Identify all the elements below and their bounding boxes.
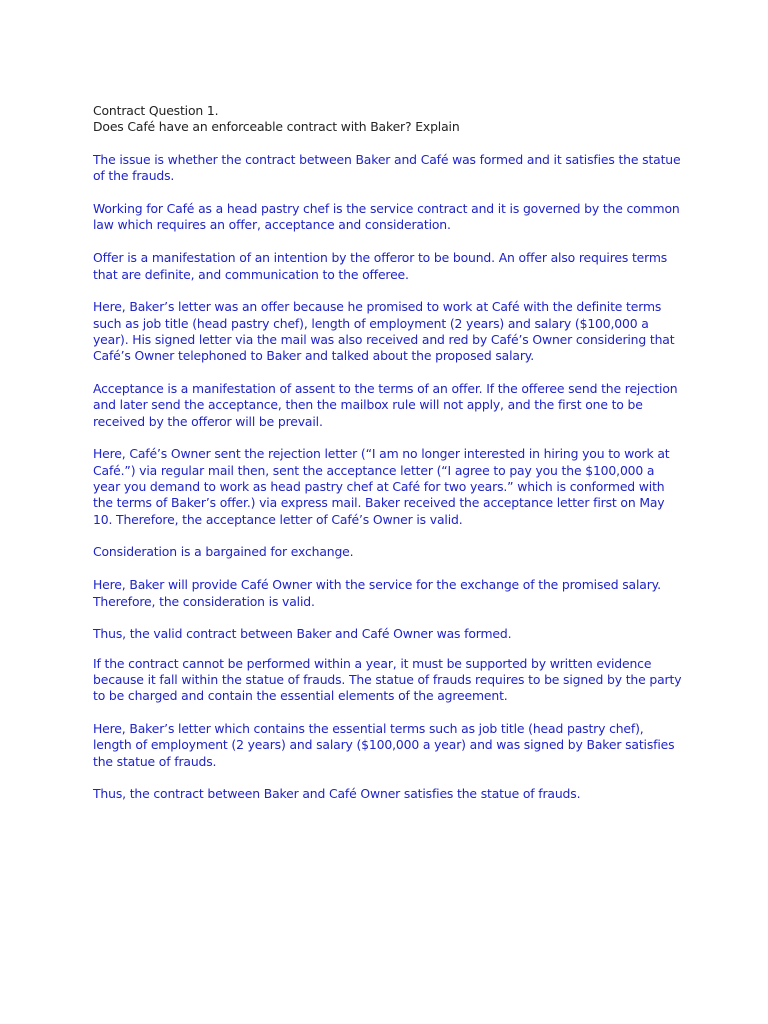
paragraph-offer-rule: Offer is a manifestation of an intention by the offeror to be bound. An offer also requires terms that are definite, and communication to the offeree. <box>93 250 668 282</box>
document-body <box>93 103 683 819</box>
question-header <box>93 103 683 136</box>
paragraph-governing-law: Working for Café as a head pastry chef is the service contract and it is governed by the common law which requires an offer, acceptance and consideration. <box>93 201 680 233</box>
paragraph-statute-analysis: Here, Baker’s letter which contains the essential terms such as job title (head pastry chef), length of employment (2 years) and salary ($100,000 a year) and was signed by Baker satisfies the statue of frauds. <box>93 721 675 769</box>
paragraph-offer-analysis: Here, Baker’s letter was an offer because he promised to work at Café with the definite terms such as job title (head pastry chef), length of employment (2 years) and salary ($100,000 a year). His signed letter via the mail was also received and red by Café’s Owner considering that Café’s Owner telephoned to Baker and talked about the proposed salary. <box>93 299 675 364</box>
question-prompt: Does Café have an enforceable contract with Baker? Explain <box>93 119 460 135</box>
paragraph-acceptance-rule: Acceptance is a manifestation of assent to the terms of an offer. If the offeree send the rejection and later send the acceptance, then the mailbox rule will not apply, and the first one to be received by the offeror will be prevail. <box>93 381 678 429</box>
paragraph-formation-conclusion: Thus, the valid contract between Baker and Café Owner was formed. <box>93 626 512 642</box>
paragraph-issue: The issue is whether the contract between Baker and Café was formed and it satisfies the statue of the frauds. <box>93 152 681 184</box>
paragraph-consideration-rule: Consideration is a bargained for exchange. <box>93 544 354 560</box>
paragraph-consideration-analysis: Here, Baker will provide Café Owner with the service for the exchange of the promised salary. Therefore, the consideration is valid. <box>93 577 661 609</box>
question-number: Contract Question 1. <box>93 103 219 118</box>
paragraph-statute-conclusion: Thus, the contract between Baker and Café Owner satisfies the statue of frauds. <box>93 786 581 802</box>
paragraph-statute-rule: If the contract cannot be performed within a year, it must be supported by written evidence because it fall within the statue of frauds. The statue of frauds requires to be signed by the party to be charged and contain the essential elements of the agreement. <box>93 655 682 704</box>
paragraph-acceptance-analysis: Here, Café’s Owner sent the rejection letter (“I am no longer interested in hiring you to work at Café.”) via regular mail then, sent the acceptance letter (“I agree to pay you the $100,000 a year you demand to work as head pastry chef at Café for two years.” which is conformed with the terms of Baker’s offer.) via express mail. Baker received the acceptance letter first on May 10. Therefore, the acceptance letter of Café’s Owner is valid. <box>93 446 670 527</box>
